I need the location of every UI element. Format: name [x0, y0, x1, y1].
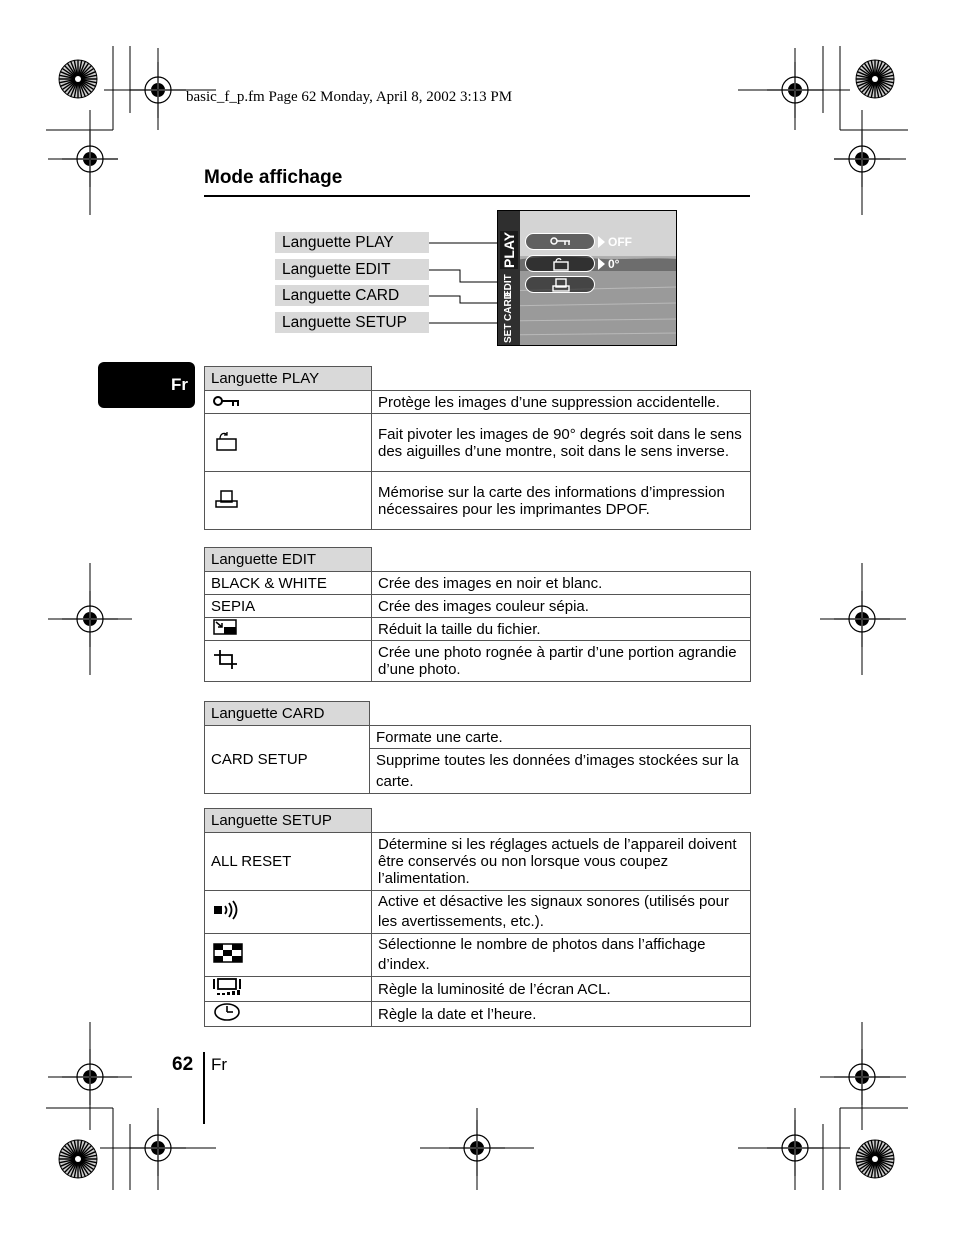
row-description: Règle la date et l’heure. — [372, 1002, 751, 1027]
table-row — [205, 641, 751, 682]
page-title: Mode affichage — [204, 167, 343, 188]
table-row — [205, 1002, 751, 1027]
row-description: Protège les images d’une suppression accidentelle. — [372, 391, 751, 414]
table-row — [205, 472, 751, 530]
table-header-row — [205, 367, 751, 391]
table-row — [205, 833, 751, 891]
rotate-icon — [213, 431, 239, 451]
callout-edit: Languette EDIT — [275, 259, 429, 280]
lcd-tab-setup: SET — [503, 323, 514, 343]
table-row — [205, 391, 751, 414]
lcd-arrow-1 — [598, 236, 605, 248]
table-header: Languette CARD — [205, 702, 370, 726]
table-row — [205, 572, 751, 595]
clock-icon — [213, 1003, 241, 1021]
beep-sound-icon — [213, 900, 241, 920]
row-label: BLACK & WHITE — [205, 572, 372, 595]
row-description: Réduit la taille du fichier. — [372, 618, 751, 641]
callout-play: Languette PLAY — [275, 232, 429, 253]
lcd-tab-edit: EDIT — [503, 274, 514, 298]
rotate-icon — [550, 257, 572, 271]
lcd-tab-card: CARD — [503, 292, 514, 321]
camera-lcd-screen — [497, 210, 677, 346]
row-description: Détermine si les réglages actuels de l’appareil doivent être conservés ou non lorsque vous coupez l’alimentation. — [372, 833, 751, 891]
lcd-value-protect: OFF — [608, 235, 632, 249]
table-row — [205, 595, 751, 618]
table-row — [205, 726, 751, 749]
language-tab: Fr — [98, 362, 195, 408]
table-row — [205, 618, 751, 641]
resize-icon — [213, 619, 237, 635]
table-header: Languette EDIT — [205, 548, 372, 572]
table-row — [205, 891, 751, 934]
protect-key-icon — [550, 235, 572, 247]
index-display-icon — [213, 943, 243, 963]
lcd-item-rotate — [525, 255, 595, 272]
lcd-arrow-2 — [598, 258, 605, 270]
row-description: Sélectionne le nombre de photos dans l’affichage d’index. — [372, 934, 751, 977]
table-row — [205, 934, 751, 977]
title-rule — [204, 195, 750, 197]
table-header: Languette PLAY — [205, 367, 372, 391]
page-number: 62 — [172, 1054, 194, 1075]
callout-setup: Languette SETUP — [275, 312, 429, 333]
table-play — [204, 366, 751, 530]
row-description: Supprime toutes les données d’images stockées sur la carte. — [370, 749, 751, 794]
row-description: Crée des images en noir et blanc. — [372, 572, 751, 595]
row-label: ALL RESET — [205, 833, 372, 891]
row-description: Crée une photo rognée à partir d’une portion agrandie d’une photo. — [372, 641, 751, 682]
table-header: Languette SETUP — [205, 809, 372, 833]
row-label: SEPIA — [205, 595, 372, 618]
row-description: Mémorise sur la carte des informations d’impression nécessaires pour les imprimantes DPOF. — [372, 472, 751, 530]
row-description: Règle la luminosité de l’écran ACL. — [372, 977, 751, 1002]
row-description: Active et désactive les signaux sonores (utilisés pour les avertissements, etc.). — [372, 891, 751, 934]
print-reserve-icon — [213, 489, 239, 509]
crop-icon — [213, 649, 239, 669]
callout-card: Languette CARD — [275, 285, 429, 306]
footer-divider — [203, 1052, 205, 1124]
row-description: Fait pivoter les images de 90° degrés soit dans le sens des aiguilles d’une montre, soit dans le sens inverse. — [372, 414, 751, 472]
file-header: basic_f_p.fm Page 62 Monday, April 8, 2002 3:13 PM — [186, 89, 513, 105]
table-header-row — [205, 548, 751, 572]
table-row — [205, 977, 751, 1002]
lcd-tab-play: PLAY — [501, 231, 517, 269]
lcd-value-rotate: 0° — [608, 257, 620, 271]
table-setup — [204, 808, 751, 1027]
lcd-item-print — [525, 276, 595, 293]
row-description: Crée des images couleur sépia. — [372, 595, 751, 618]
lcd-item-protect — [525, 233, 595, 250]
lcd-tab-strip — [498, 211, 520, 345]
row-description: Formate une carte. — [370, 726, 751, 749]
print-reserve-icon — [550, 278, 572, 292]
table-edit — [204, 547, 751, 682]
protect-key-icon — [213, 395, 241, 407]
footer-language: Fr — [211, 1055, 228, 1074]
table-card — [204, 701, 751, 794]
table-header-row — [205, 809, 751, 833]
table-header-row — [205, 702, 751, 726]
table-row — [205, 414, 751, 472]
monitor-brightness-icon — [213, 978, 243, 996]
row-label: CARD SETUP — [205, 726, 370, 794]
